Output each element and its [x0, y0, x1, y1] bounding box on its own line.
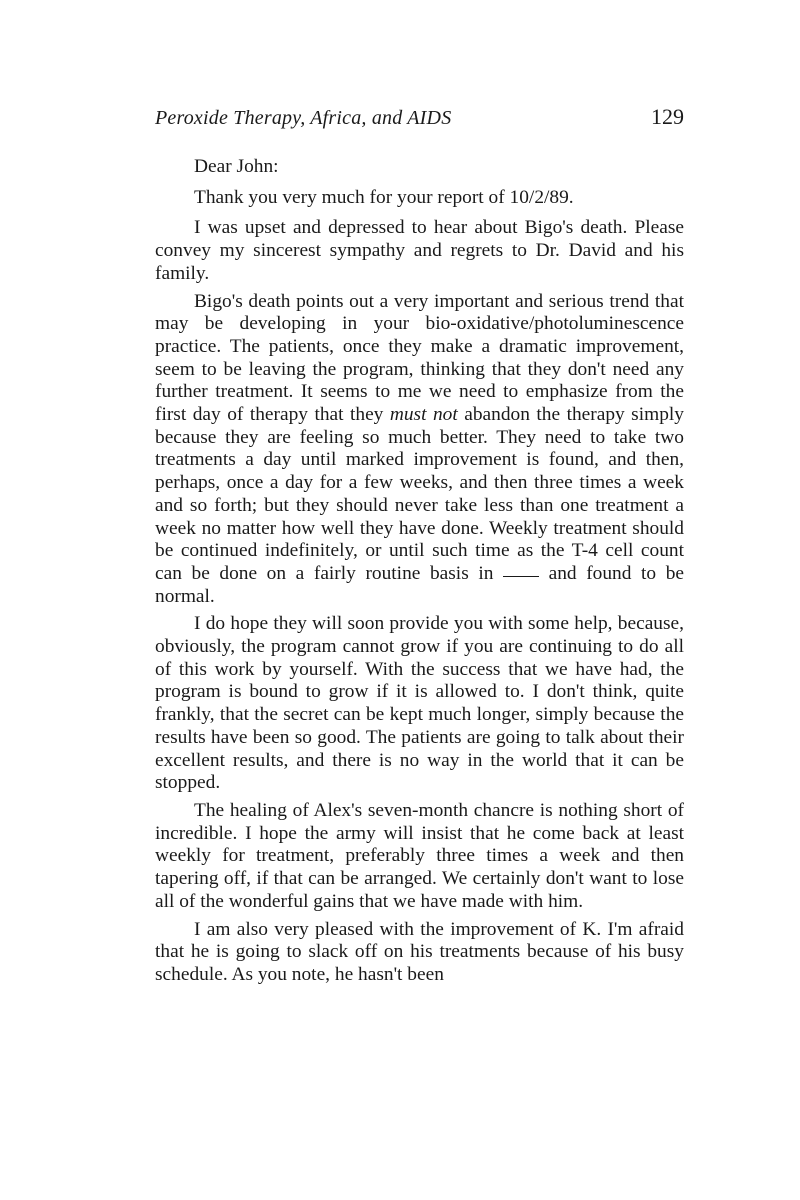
paragraph-6: I am also very pleased with the improvement of K. I'm afraid that he is going to slack off on his treatments because of his busy schedule. As you note, he hasn't been: [155, 918, 684, 985]
running-head: [155, 104, 684, 138]
paragraph-2: I was upset and depressed to hear about Bigo's death. Please convey my sincerest sympathy and regrets to Dr. David and his family.: [155, 217, 684, 284]
letter-body: [155, 156, 684, 987]
book-page: [155, 104, 684, 992]
paragraph-5: The healing of Alex's seven-month chancre is nothing short of incredible. I hope the army will insist that he come back at least weekly for treatment, preferably three times a week and then tapering off, if that can be arranged. We certainly don't want to lose all of the wonderful gains that we have made with him.: [155, 799, 684, 912]
paragraph-3: [155, 291, 684, 609]
blank-fill-line: [503, 575, 539, 577]
paragraph-3-part-b: abandon the therapy simply because they are feeling so much better. They need to take two treatments a day until marked improvement is found, and then, perhaps, once a day for a few weeks, and then three times a week and so forth; but they should never take less than one treatment a week no matter how well they have done. Weekly treatment should be continued indefinitely, or until such time as the T-4 cell count can be done on a fairly routine basis in: [155, 404, 684, 584]
running-title: Peroxide Therapy, Africa, and AIDS: [155, 107, 452, 129]
page-number: 129: [651, 104, 684, 129]
paragraph-3-part-c: and found to be normal.: [155, 562, 685, 607]
salutation: Dear John:: [194, 156, 279, 177]
paragraph-3-part-a: Bigo's death points out a very important and serious trend that may be developing in your bio-oxidative/photoluminescence practice. The patients, once they make a dramatic improvement, seem to be leaving the program, thinking that they don't need any further treatment. It seems to me we need to emphasize from the first day of therapy that they: [155, 290, 684, 426]
paragraph-4: I do hope they will soon provide you with some help, because, obviously, the program cannot grow if you are continuing to do all of this work by yourself. With the success that we have had, the program is bound to grow if it is allowed to. I don't think, quite frankly, that the secret can be kept much longer, simply because the results have been so good. The patients are going to talk about their excellent results, and there is no way in the world that it can be stopped.: [155, 613, 684, 794]
paragraph-1: Thank you very much for your report of 10/2/89.: [194, 186, 574, 208]
emphasis-must-not: must not: [389, 404, 458, 426]
